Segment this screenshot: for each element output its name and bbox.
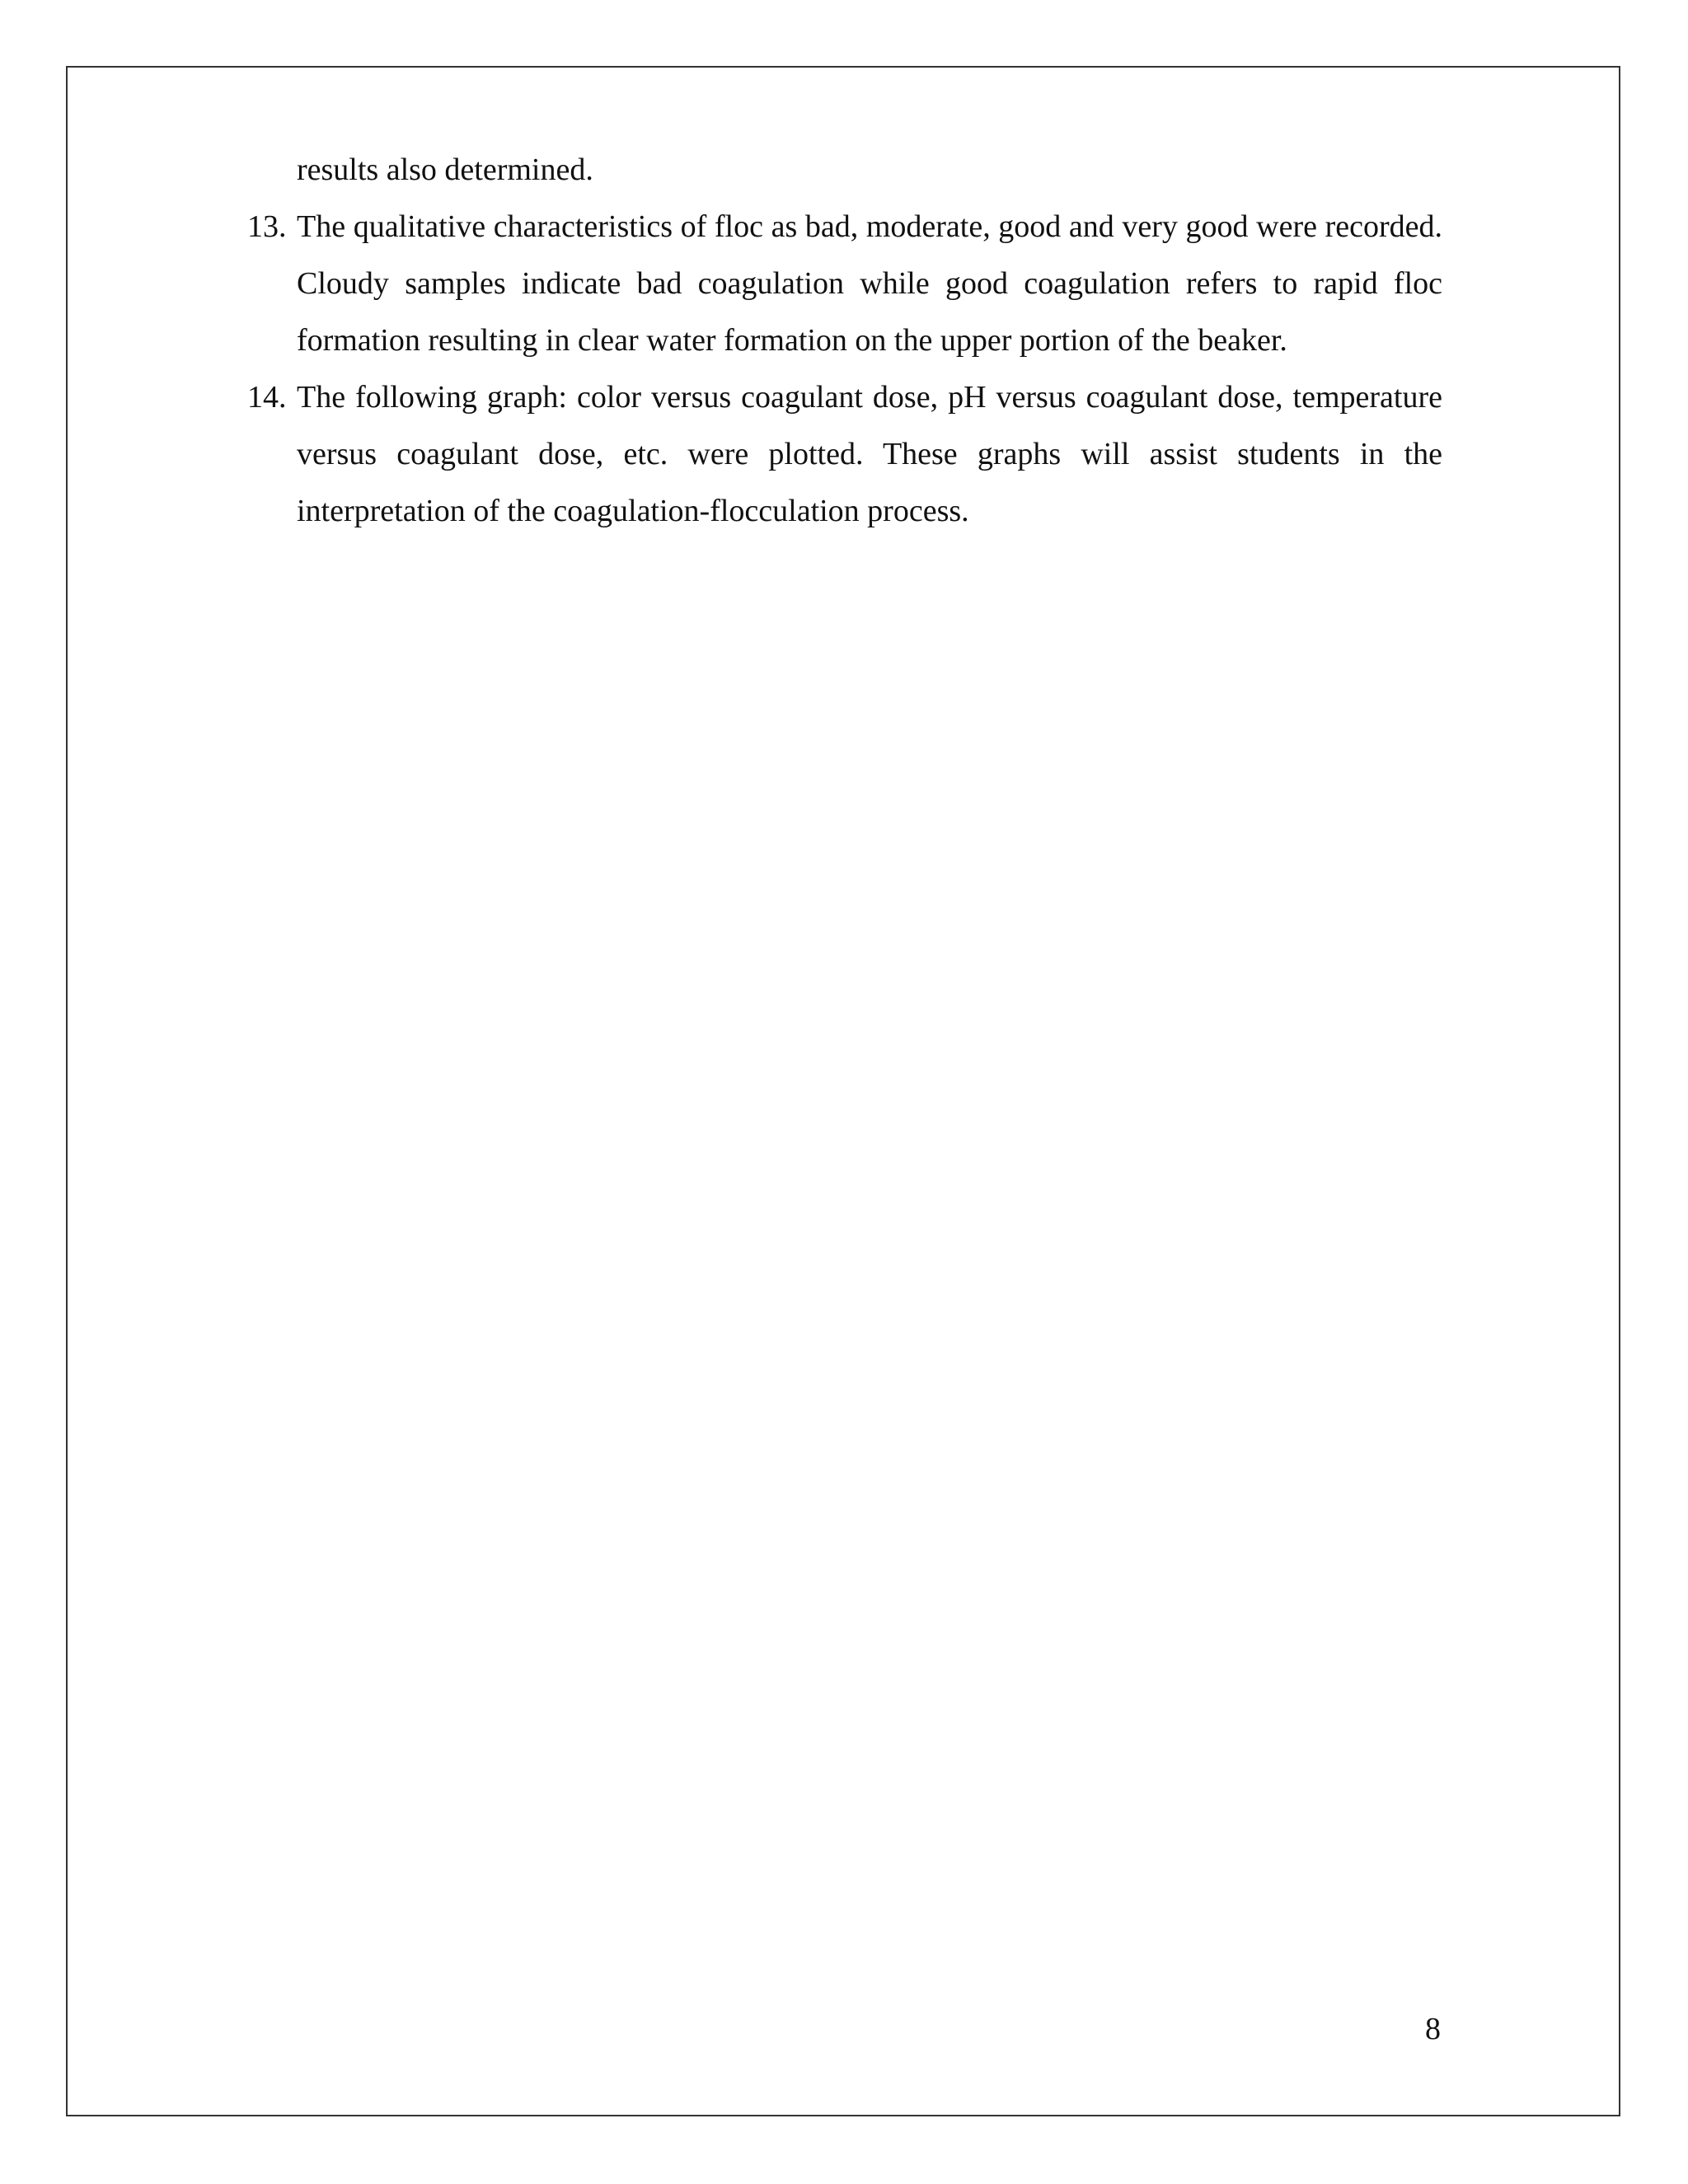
list-item-number: 13. [247,209,287,244]
list-item-text: The qualitative characteristics of floc as bad, moderate, good and very good were recorded. Cloudy samples indicate bad coagulation while good coagulation refers to rapid floc formation resulting in clear water formation on the upper portion of the beaker. [297,209,1442,358]
continuation-text: results also determined. [297,152,593,187]
document-body [247,142,1442,540]
list-item-13 [247,199,1442,369]
page-number: 8 [1425,2012,1441,2046]
list-item-14 [247,369,1442,540]
list-item-number: 14. [247,380,287,415]
list-item-text: The following graph: color versus coagulant dose, pH versus coagulant dose, temperature versus coagulant dose, etc. were plotted. These graphs will assist students in the interpretation of the coagulation-flocculation process. [297,380,1442,528]
